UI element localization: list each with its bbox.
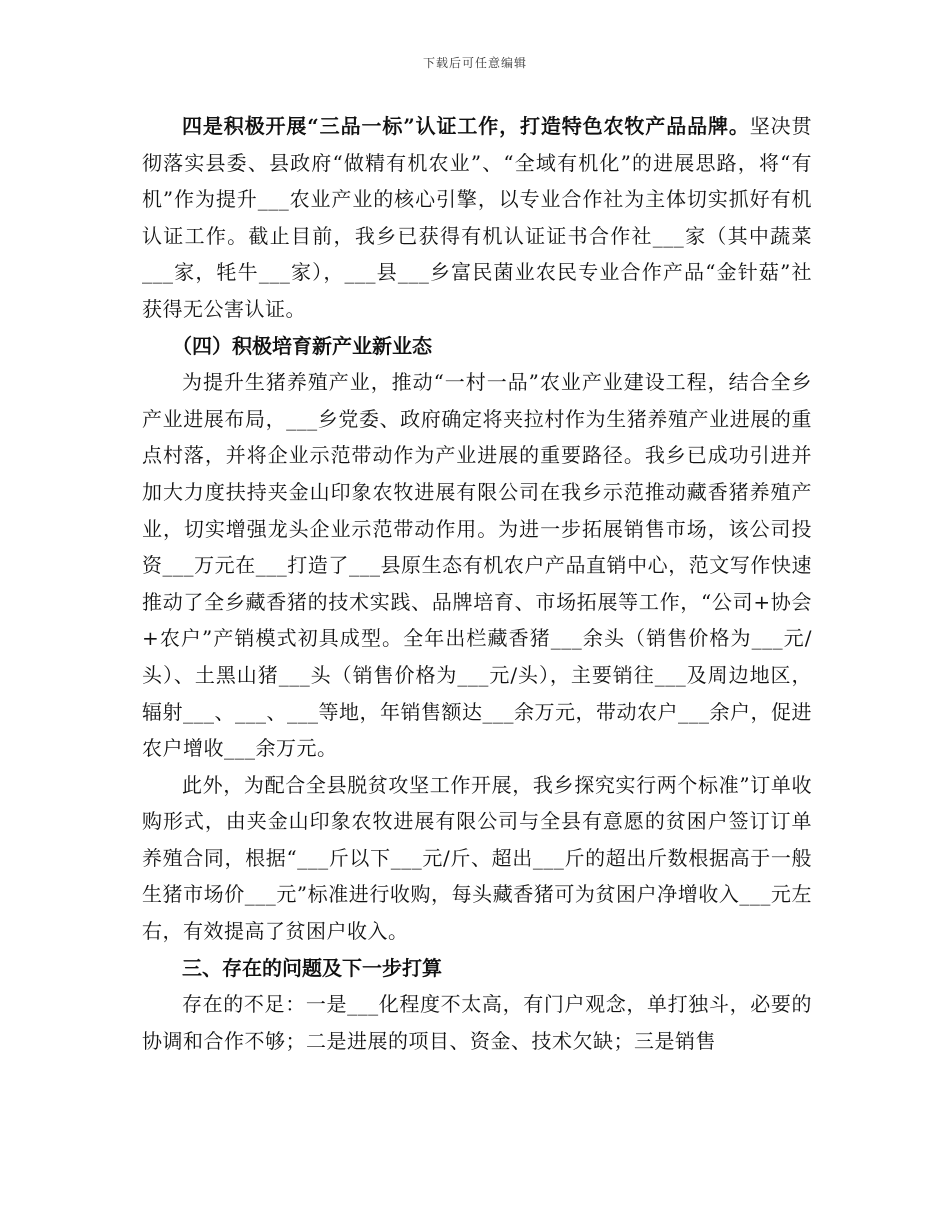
paragraph-certification [142,108,812,328]
document-body [142,108,812,1059]
section-heading-problems: 三、存在的问题及下一步打算 [182,955,442,980]
paragraph-lead: 四是积极开展“三品一标”认证工作，打造特色农牧产品品牌。 [182,114,750,138]
paragraph-shortcomings: 存在的不足：一是___化程度不太高，有门户观念，单打独斗，必要的协调和合作不够；二是进展的项目、资金、技术欠缺；三是销售 [142,992,812,1053]
paragraph-pig-farming: 为提升生猪养殖产业，推动“一村一品”农业产业建设工程，结合全乡产业进展布局，___乡党委、政府确定将夹拉村作为生猪养殖产业进展的重点村落，并将企业示范带动作为产业进展的重要路径。我乡已成功引进并加大力度扶持夹金山印象农牧进展有限公司在我乡示范推动藏香猪养殖产业，切实增强龙头企业示范带动作用。为进一步拓展销售市场，该公司投资___万元在___打造了___县原生态有机农户产品直销中心，范文写作快速推动了全乡藏香猪的技术实践、品牌培育、市场拓展等工作，“公司+协会+农户”产销模式初具成型。全年出栏藏香猪___余头（销售价格为___元/头）、土黑山猪___头（销售价格为___元/头），主要销往___及周边地区，辐射___、___、___等地，年销售额达___余万元，带动农户___余户，促进农户增收___余万元。 [142,370,812,761]
subheading-new-industry: （四）积极培育新产业新业态 [172,333,432,358]
paragraph-order-purchase: 此外，为配合全县脱贫攻坚工作开展，我乡探究实行两个标准”订单收购形式，由夹金山印象农牧进展有限公司与全县有意愿的贫困户签订订单养殖合同，根据“___斤以下___元/斤、超出___斤的超出斤数根据高于一般生猪市场价___元”标准进行收购，每头藏香猪可为贫困户净增收入___元左右，有效提高了贫困户收入。 [142,772,812,944]
page-header: 下载后可任意编辑 [422,56,527,70]
paragraph-text: 坚决贯彻落实县委、县政府“做精有机农业”、“全域有机化”的进展思路，将“有机”作为提升___农业产业的核心引擎，以专业合作社为主体切实抓好有机认证工作。截止目前，我乡已获得有机认证证书合作社___家（其中蔬菜___家，牦牛___家），___县___乡富民菌业农民专业合作产品“金针菇”社获得无公害认证。 [142,114,812,321]
